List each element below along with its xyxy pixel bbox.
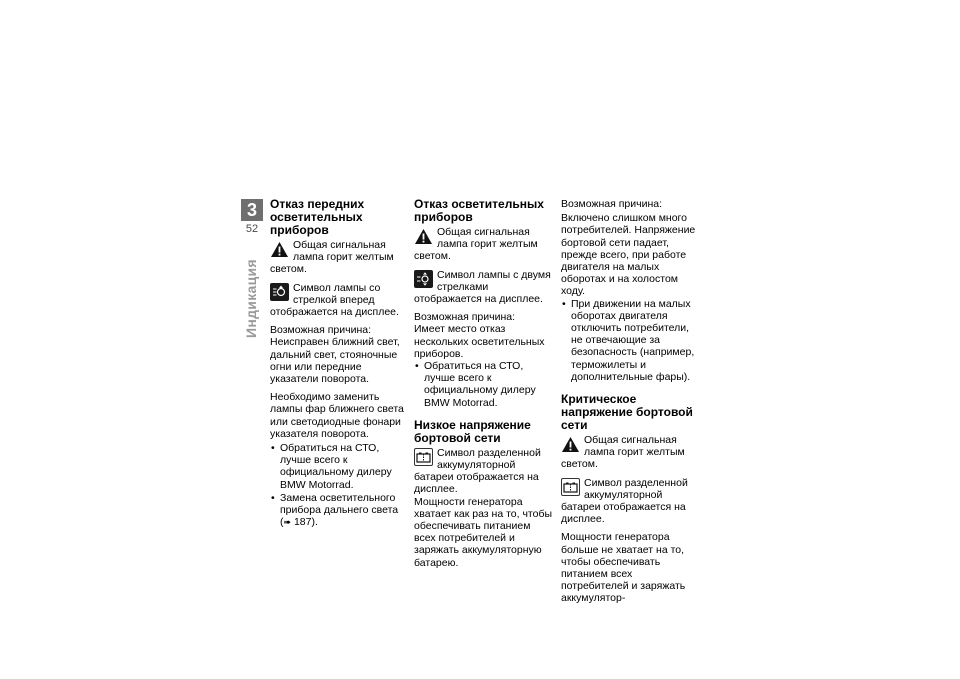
warning-triangle-icon	[561, 435, 580, 453]
need-text: Необходимо заменить лампы фар ближнего света или светодиодные фонари указателя поворота.	[270, 391, 404, 440]
lamp-block	[414, 269, 554, 306]
action-list	[414, 360, 554, 409]
lamp-double-arrow-icon	[414, 270, 433, 288]
battery-icon	[561, 478, 580, 496]
warning-triangle-icon	[270, 240, 289, 258]
list-item: • Обратиться на СТО, лучше всего к официальному дилеру BMW Motorrad.	[270, 442, 410, 491]
heading-critical-voltage: Критическое напряжение бортовой сети	[561, 392, 693, 433]
list-item: • При движении на малых оборотах двигателя отключить потребители, не отвечающие за безопасность (например, терможилеты и дополнительные фары).	[561, 298, 701, 383]
generator-text: Мощности генератора хватает как раз на то, чтобы обеспечивать питанием всех потребителей и заряжать аккумуляторную батарею.	[414, 495, 553, 569]
cause-text: Неисправен ближний свет, дальний свет, стояночные огни или передние указатели поворота.	[270, 336, 400, 386]
list-item: • Обратиться на СТО, лучше всего к официальному дилеру BMW Motorrad.	[414, 360, 554, 409]
list-item: • Замена осветительного прибора дальнего света (➠ 187).	[270, 492, 410, 529]
chapter-number: 3	[241, 199, 263, 221]
cause-label: Возможная причина:	[270, 324, 372, 337]
column-critical-voltage	[561, 198, 701, 611]
lamp-text: Символ лампы со стрелкой вперед отображается на дисплее.	[270, 281, 399, 319]
cause-text: Включено слишком много потребителей. Напряжение бортовой сети падает, прежде всего, при работе двигателя на малых оборотах и на холостом ходу.	[561, 212, 696, 298]
cause-text: Имеет место отказ нескольких осветительных приборов.	[414, 323, 545, 360]
lamp-block	[270, 282, 410, 319]
chapter-tab	[241, 199, 263, 239]
warning-triangle-icon	[414, 227, 433, 245]
heading-lights-failure: Отказ осветительных приборов	[414, 197, 544, 224]
battery-text: Символ разделенной аккумуляторной батареи отображается на дисплее.	[414, 446, 541, 496]
action-list	[561, 298, 701, 383]
warning-text: Общая сигнальная лампа горит желтым светом.	[414, 226, 538, 263]
lamp-arrow-icon	[270, 283, 289, 301]
generator-text: Мощности генератора больше не хватает на то, чтобы обеспечивать питанием всех потребителей и заряжать аккумулятор-	[561, 531, 686, 605]
warning-block	[561, 434, 701, 471]
cause-label: Возможная причина:	[561, 198, 663, 210]
battery-block	[414, 447, 554, 496]
heading-front-lights: Отказ передних осветительных приборов	[270, 197, 365, 237]
column-lights-failure	[414, 198, 554, 575]
page-number: 52	[245, 223, 259, 235]
warning-text: Общая сигнальная лампа горит желтым светом.	[270, 239, 394, 276]
heading-low-voltage: Низкое напряжение бортовой сети	[414, 417, 531, 445]
cause-label: Возможная причина:	[414, 311, 516, 324]
reference-arrow-icon: ➠	[283, 517, 292, 528]
warning-block	[414, 226, 554, 263]
warning-block	[270, 239, 410, 276]
warning-text: Общая сигнальная лампа горит желтым светом.	[561, 434, 685, 471]
column-front-lights	[270, 198, 410, 534]
battery-block	[561, 477, 701, 526]
battery-icon	[414, 448, 433, 466]
lamp-text: Символ лампы с двумя стрелками отображается на дисплее.	[414, 268, 551, 306]
section-label: Индикация	[243, 259, 259, 338]
action-list	[270, 442, 410, 528]
battery-text: Символ разделенной аккумуляторной батареи отображается на дисплее.	[561, 476, 688, 526]
